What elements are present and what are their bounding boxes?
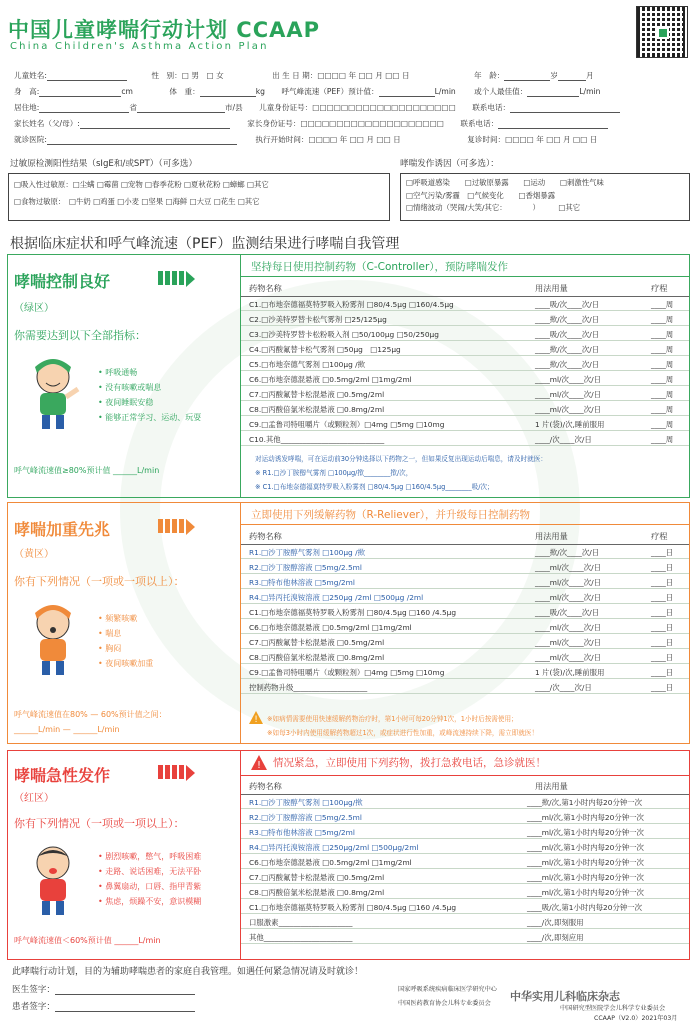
course: ____日 [651,593,674,602]
drug-name: C1.□布地奈德福莫特罗吸入粉雾剂 □80/4.5μg □160 /4.5μg [249,608,457,617]
dosage: ____ml/次,第1小时内每20分钟一次 [527,828,644,837]
yellow-pef: 呼气峰流速值在80% — 60%预计值之间： [14,710,167,719]
org-3: 中国研究型医院学会儿科学专业委员会 [560,1005,666,1012]
course: ____日 [651,608,674,617]
medication-row[interactable] [241,434,689,446]
page-subtitle: China Children's Asthma Action Plan [10,41,269,52]
dosage: ____ml/次,第1小时内每20分钟一次 [527,888,644,897]
medication-row[interactable] [241,404,689,416]
dosage: ____吸/次____次/日 [535,300,600,309]
medication-row[interactable] [241,857,689,869]
yellow-zone-name: 哮喘加重先兆 [14,520,111,539]
dosage: ____ml/次____次/日 [535,390,601,399]
dosage: ____ml/次____次/日 [535,578,601,587]
main-heading: 根据临床症状和呼气峰流速（PEF）监测结果进行哮喘自我管理 [10,236,400,252]
drug-name: C6.□布地奈德混悬液 □0.5mg/2ml □1mg/2ml [249,623,412,632]
dosage: ____ml/次____次/日 [535,638,601,647]
drug-name: C3.□沙美特罗替卡松粉吸入剂 □50/100μg □50/250μg [249,330,439,339]
green-arrows [158,271,195,287]
drug-name: R3.□特布他林溶液 □5mg/2ml [249,828,355,837]
medication-row[interactable] [241,932,689,944]
red-zone [7,750,690,960]
dosage: ____ml/次____次/日 [535,563,601,572]
drug-name: R4.□异丙托溴铵溶液 □250μg/2ml □500μg/2ml [249,843,419,852]
dosage: ____ml/次____次/日 [535,653,601,662]
medication-row[interactable] [241,902,689,914]
green-note-1: 对运动诱发哮喘，可在运动前30分钟选择以下药物之一，但如果反复出现运动后喘息，请及时就医： [255,455,547,463]
allergy-inhaled[interactable]: □吸入性过敏原：□尘螨 □霉菌 □宠物 □春季花粉 □夏秋花粉 □蟑螂 □其它 [14,180,269,189]
yellow-need: 你有下列情况（一项或一项以上）： [14,575,185,588]
medication-row[interactable] [241,682,689,694]
medication-row[interactable] [241,622,689,634]
info-row-3: 居住地: 省 市/县 儿童身份证号：□□□□□□□□□□□□□□□□□□□□ 联系电话： [14,102,620,113]
trigger-line-1[interactable]: □呼吸道感染 □过敏原暴露 □运动 □刺激性气味 [406,178,604,187]
medication-row[interactable] [241,592,689,604]
dosage: ____揿/次____次/日 [535,345,600,354]
drug-name: 控制药物升级____________________ [249,683,368,692]
drug-name: R4.□异丙托溴铵溶液 □250μg /2ml □500μg /2ml [249,593,424,602]
yellow-note-1: ※如病情需要使用快速缓解药物治疗时，第1小时可每20分钟1次，1小时后按需使用； [267,715,518,723]
allergy-box [8,173,390,221]
green-zone-name: 哮喘控制良好 [14,272,111,291]
wechat-watermark: 中华实用儿科临床杂志 [510,990,620,1003]
red-table-header: 药物名称 用法用量 [241,781,689,795]
medication-row[interactable] [241,329,689,341]
drug-name: C7.□丙酸氟替卡松混悬液 □0.5mg/2ml [249,638,385,647]
org-2: 中国医药教育协会儿科专业委员会 [398,1000,491,1007]
yellow-zone-sub: （黄区） [14,549,54,560]
svg-text:!: ! [254,715,258,724]
drug-name: C1.□布地奈德福莫特罗吸入粉雾剂 □80/4.5μg □160 /4.5μg [249,903,457,912]
trigger-box [400,173,690,221]
happy-child-illustration [22,353,84,433]
dosage: 1 片(袋)/次,睡前服用 [535,420,605,429]
medication-row[interactable] [241,667,689,679]
distressed-child-illustration [22,839,84,919]
course: ____日 [651,623,674,632]
dosage: ____/次____次/日 [535,683,592,692]
trigger-line-2[interactable]: □空气污染/雾霾 □气候变化 □香烟暴露 [406,190,556,200]
course: ____日 [651,563,674,572]
dosage: ____揿/次____次/日 [535,360,600,369]
drug-name: C9.□孟鲁司特咀嚼片（或颗粒剂）□4mg □5mg □10mg [249,668,445,677]
medication-row[interactable] [241,887,689,899]
course: ____周 [651,315,674,324]
dosage: ____揿/次____次/日 [535,315,600,324]
dosage: ____ml/次,第1小时内每20分钟一次 [527,813,644,822]
allergy-heading: 过敏原检测阳性结果（sIgE和/或SPT）（可多选） [10,159,198,169]
medication-row[interactable] [241,374,689,386]
yellow-right-heading: 立即使用下列缓解药物（R-Reliever），并升级每日控制药物 [251,509,530,521]
green-table-header: 药物名称 用法用量 疗程 [241,283,689,297]
drug-name: C6.□布地奈德混悬液 □0.5mg/2ml □1mg/2ml [249,858,412,867]
dosage: ____揿/次,第1小时内每20分钟一次 [527,798,643,807]
medication-row[interactable] [241,389,689,401]
dosage: ____吸/次,第1小时内每20分钟一次 [527,903,643,912]
dosage: ____吸/次____次/日 [535,330,600,339]
yellow-pef-range: ______L/min — ______L/min [14,725,120,734]
medication-row[interactable] [241,419,689,431]
green-right-heading: 坚持每日使用控制药物（C-Controller），预防哮喘发作 [251,261,509,273]
course: ____日 [651,638,674,647]
svg-text:!: ! [256,760,262,770]
version-label: CCAAP（V2.0）2021年03月 [594,1015,678,1022]
medication-row[interactable] [241,812,689,824]
course: ____周 [651,300,674,309]
medication-row[interactable] [241,872,689,884]
yellow-note-2: ※如每3小时内使用缓解药物超过1次，或症状进行性加重，或峰流速持续下降，需立即就医！ [267,729,539,737]
drug-name: R2.□沙丁胺醇溶液 □5mg/2.5ml [249,563,362,572]
red-bullets: • 剧烈咳嗽，憋气，呼吸困难 • 走路、说话困难，无法平卧 • 鼻翼扇动，口唇、指甲青紫 • 焦虑，烦躁不安，意识模糊 [98,849,201,909]
medication-row[interactable] [241,797,689,809]
drug-name: C9.□孟鲁司特咀嚼片（或颗粒剂）□4mg □5mg □10mg [249,420,445,429]
drug-name: 其他________________________ [249,933,353,942]
dosage: 1 片(袋)/次,睡前服用 [535,668,605,677]
yellow-zone [7,502,690,744]
course: ____周 [651,330,674,339]
drug-name: C1.□布地奈德福莫特罗吸入粉雾剂 □80/4.5μg □160/4.5μg [249,300,454,309]
dosage: ____/次,即刻服用 [527,918,584,927]
medication-row[interactable] [241,637,689,649]
course: ____日 [651,683,674,692]
green-need: 你需要达到以下全部指标： [14,329,146,342]
drug-name: R1.□沙丁胺醇气雾剂 □100μg/揿 [249,798,363,807]
warning-icon [249,711,263,724]
red-zone-name: 哮喘急性发作 [14,766,111,785]
dosage: ____ml/次____次/日 [535,405,601,414]
medication-row[interactable] [241,842,689,854]
doctor-signature[interactable]: 医生签字： [12,983,195,995]
dosage: ____ml/次,第1小时内每20分钟一次 [527,873,644,882]
green-zone-sub: （绿区） [14,303,54,314]
dosage: ____/次,即刻应用 [527,933,584,942]
course: ____周 [651,390,674,399]
drug-name: R3.□特布他林溶液 □5mg/2ml [249,578,355,587]
course: ____周 [651,345,674,354]
drug-name: C8.□丙酸倍氯米松混悬液 □0.8mg/2ml [249,405,385,414]
info-row-2: 身 高: cm 体 重： kg 呼气峰流速（PEF）预计值： L/min 或个人最佳值： L/min [14,87,601,96]
drug-name: C8.□丙酸倍氯米松混悬液 □0.8mg/2ml [249,653,385,662]
yellow-table-header: 药物名称 用法用量 疗程 [241,531,689,545]
green-bullets: • 呼吸通畅 • 没有咳嗽或喘息 • 夜间睡眠安稳 • 能够正常学习、运动、玩耍 [98,365,201,425]
medication-row[interactable] [241,562,689,574]
dosage: ____ml/次____次/日 [535,593,601,602]
red-right-heading: 情况紧急，立即使用下列药物，拨打急救电话，急诊就医！ [273,757,546,769]
drug-name: C5.□布地奈德气雾剂 □100μg /揿 [249,360,365,369]
dosage: ____揿/次____次/日 [535,548,600,557]
footer-purpose: 此哮喘行动计划，目的为辅助哮喘患者的家庭自我管理。如遇任何紧急情况请及时就诊！ [12,967,364,977]
course: ____日 [651,578,674,587]
course: ____周 [651,420,674,429]
drug-name: C10.其他____________________________ [249,435,385,444]
green-pef: 呼气峰流速值≥80%预计值 ______L/min [14,466,160,475]
drug-name: C7.□丙酸氟替卡松混悬液 □0.5mg/2ml [249,873,385,882]
course: ____周 [651,360,674,369]
coughing-child-illustration [22,599,84,679]
drug-name: C7.□丙酸氟替卡松混悬液 □0.5mg/2ml [249,390,385,399]
dosage: ____ml/次____次/日 [535,623,601,632]
drug-name: C8.□丙酸倍氯米松混悬液 □0.8mg/2ml [249,888,385,897]
course: ____周 [651,435,674,444]
medication-row[interactable] [241,917,689,929]
trigger-line-3[interactable]: □情绪波动（哭闹/大笑/其它： ） □其它 [406,203,581,212]
dosage: ____ml/次,第1小时内每20分钟一次 [527,858,644,867]
yellow-bullets: • 频繁咳嗽 • 喘息 • 胸闷 • 夜间咳嗽加重 [98,611,153,671]
alert-icon [251,755,267,770]
course: ____日 [651,668,674,677]
red-zone-sub: （红区） [14,793,54,804]
medication-row[interactable] [241,344,689,356]
medication-row[interactable] [241,314,689,326]
course: ____周 [651,405,674,414]
drug-name: C2.□沙美特罗替卡松气雾剂 □25/125μg [249,315,387,324]
patient-signature[interactable]: 患者签字： [12,1000,195,1012]
dosage: ____吸/次____次/日 [535,608,600,617]
allergy-food[interactable]: □食物过敏原： □牛奶 □鸡蛋 □小麦 □坚果 □海鲜 □大豆 □花生 □其它 [14,197,260,206]
green-zone [7,254,690,498]
orange-arrows [158,519,195,535]
qr-code[interactable] [636,6,688,58]
medication-row[interactable] [241,299,689,311]
drug-name: 口服激素____________________ [249,918,353,927]
green-note-2: ※ R1.□沙丁胺醇气雾剂 □100μg/揿________揿/次， [255,469,413,477]
medication-row[interactable] [241,652,689,664]
info-row-4: 家长姓名（父/母）: 家长身份证号：□□□□□□□□□□□□□□□□□□□□ 联系电话： [14,118,608,129]
drug-name: R2.□沙丁胺醇溶液 □5mg/2.5ml [249,813,362,822]
org-1: 国家呼吸系统疾病临床医学研究中心 [398,986,497,993]
red-pef: 呼气峰流速值＜60%预计值 ______L/min [14,936,161,945]
drug-name: C6.□布地奈德混悬液 □0.5mg/2ml □1mg/2ml [249,375,412,384]
red-need: 你有下列情况（一项或一项以上）： [14,817,185,830]
medication-row[interactable] [241,827,689,839]
course: ____日 [651,653,674,662]
page-title: 中国儿童哮喘行动计划 CCAAP [8,18,321,42]
drug-name: R1.□沙丁胺醇气雾剂 □100μg /揿 [249,548,365,557]
red-arrows [158,765,195,781]
dosage: ____/次____次/日 [535,435,592,444]
dosage: ____ml/次,第1小时内每20分钟一次 [527,843,644,852]
info-row-1: 儿童姓名: 性 别：□ 男 □ 女 出 生 日 期：□□□□ 年 □□ 月 □□ 日 年 龄： 岁 月 [14,71,594,80]
dosage: ____ml/次____次/日 [535,375,601,384]
info-row-5: 就诊医院: 执行开始时间：□□□□ 年 □□ 月 □□ 日 复诊时间：□□□□ 年 □□ 月 □□ 日 [14,135,598,144]
medication-row[interactable] [241,359,689,371]
medication-row[interactable] [241,607,689,619]
green-note-3: ※ C1.□布地奈德福莫特罗吸入粉雾剂 □80/4.5μg □160/4.5μg________吸/次； [255,483,494,491]
drug-name: C4.□丙酸氟替卡松气雾剂 □50μg □125μg [249,345,401,354]
course: ____日 [651,548,674,557]
medication-row[interactable] [241,547,689,559]
course: ____周 [651,375,674,384]
medication-row[interactable] [241,577,689,589]
trigger-heading: 哮喘发作诱因（可多选）： [400,159,499,169]
